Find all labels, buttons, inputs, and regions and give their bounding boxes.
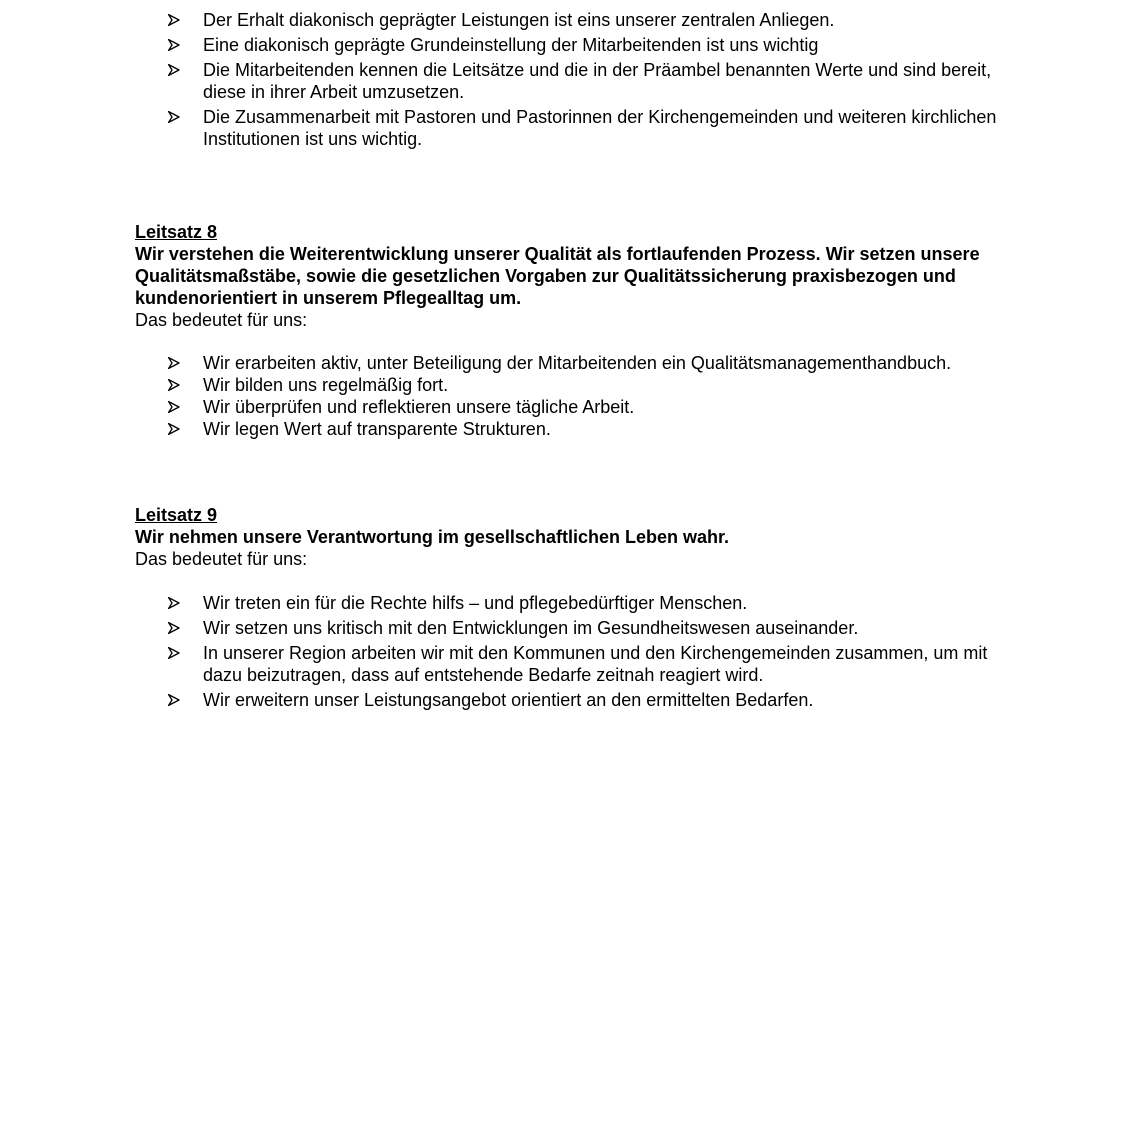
leitsatz-9-bullet-list: [168, 592, 1008, 714]
list-item: [168, 59, 1008, 103]
list-item-text: Wir treten ein für die Rechte hilfs – und pflegebedürftiger Menschen.: [203, 593, 748, 613]
list-item-text: Eine diakonisch geprägte Grundeinstellung der Mitarbeitenden ist uns wichtig: [203, 35, 819, 55]
leitsatz-8-section: [135, 221, 995, 331]
leitsatz-8-heading: Leitsatz 8: [135, 222, 218, 242]
arrow-bullet-icon: [168, 374, 184, 396]
leitsatz-9-heading: Leitsatz 9: [135, 505, 218, 525]
list-item: [168, 352, 1028, 374]
list-item: [168, 396, 1028, 418]
arrow-bullet-icon: [168, 352, 184, 374]
list-item-text: Der Erhalt diakonisch geprägter Leistungen ist eins unserer zentralen Anliegen.: [203, 10, 835, 30]
arrow-bullet-icon: [168, 9, 184, 31]
list-item-text: Wir bilden uns regelmäßig fort.: [203, 375, 449, 395]
arrow-bullet-icon: [168, 642, 184, 664]
arrow-bullet-icon: [168, 689, 184, 711]
leitsatz-9-section: [135, 504, 995, 570]
arrow-bullet-icon: [168, 396, 184, 418]
leitsatz-9-intro: Das bedeutet für uns:: [135, 549, 308, 569]
leitsatz-8-intro: Das bedeutet für uns:: [135, 310, 308, 330]
arrow-bullet-icon: [168, 59, 184, 81]
list-item: [168, 418, 1028, 440]
list-item: [168, 374, 1028, 396]
top-bullet-list: [168, 9, 1008, 153]
list-item-text: Die Mitarbeitenden kennen die Leitsätze und die in der Präambel benannten Werte und sind bereit, diese in ihrer Arbeit umzusetzen.: [203, 60, 992, 102]
list-item-text: Wir überprüfen und reflektieren unsere tägliche Arbeit.: [203, 397, 635, 417]
list-item-text: Die Zusammenarbeit mit Pastoren und Pastorinnen der Kirchengemeinden und weiteren kirchlichen Institutionen ist uns wichtig.: [203, 107, 997, 149]
arrow-bullet-icon: [168, 617, 184, 639]
leitsatz-8-statement: Wir verstehen die Weiterentwicklung unserer Qualität als fortlaufenden Prozess. Wir setzen unsere Qualitätsmaßstäbe, sowie die gesetzlichen Vorgaben zur Qualitätssicherung praxisbezogen und kundenorientiert in unserem Pflegealltag um.: [135, 244, 980, 308]
arrow-bullet-icon: [168, 106, 184, 128]
list-item: [168, 642, 1008, 686]
list-item: [168, 9, 1008, 31]
list-item: [168, 34, 1008, 56]
list-item-text: Wir erweitern unser Leistungsangebot orientiert an den ermittelten Bedarfen.: [203, 690, 814, 710]
list-item: [168, 592, 1008, 614]
list-item-text: In unserer Region arbeiten wir mit den Kommunen und den Kirchengemeinden zusammen, um mit dazu beizutragen, dass auf entstehende Bedarfe zeitnah reagiert wird.: [203, 643, 988, 685]
list-item-text: Wir setzen uns kritisch mit den Entwicklungen im Gesundheitswesen auseinander.: [203, 618, 859, 638]
arrow-bullet-icon: [168, 418, 184, 440]
list-item: [168, 106, 1008, 150]
list-item-text: Wir erarbeiten aktiv, unter Beteiligung der Mitarbeitenden ein Qualitätsmanagementhandbuch.: [203, 353, 952, 373]
leitsatz-9-statement: Wir nehmen unsere Verantwortung im gesellschaftlichen Leben wahr.: [135, 527, 729, 547]
leitsatz-8-bullet-list: [168, 352, 1028, 440]
arrow-bullet-icon: [168, 34, 184, 56]
list-item: [168, 689, 1008, 711]
arrow-bullet-icon: [168, 592, 184, 614]
list-item: [168, 617, 1008, 639]
list-item-text: Wir legen Wert auf transparente Strukturen.: [203, 419, 551, 439]
